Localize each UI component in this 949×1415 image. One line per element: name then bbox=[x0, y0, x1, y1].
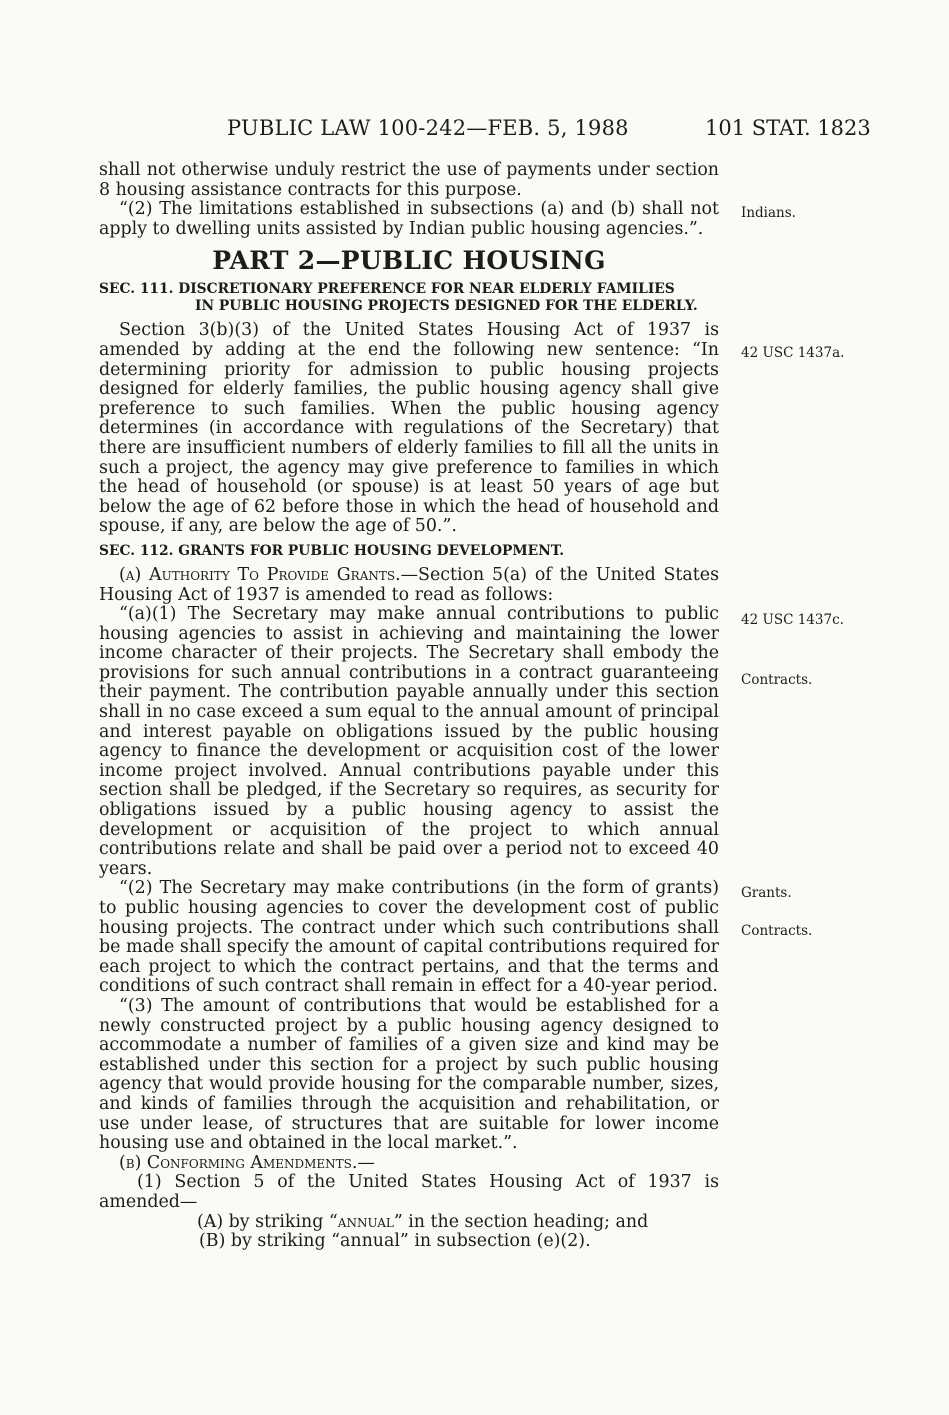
section-111-heading bbox=[99, 281, 719, 315]
paragraph-continuation: shall not otherwise unduly restrict the use of payments under section 8 housing assistance contracts for this purpose. bbox=[99, 160, 719, 200]
clause-bA bbox=[99, 1213, 719, 1233]
running-header-title: PUBLIC LAW 100-242—FEB. 5, 1988 bbox=[227, 116, 629, 140]
paragraph-a1: “(a)(1) The Secretary may make annual contributions to public housing agencies to assist in achieving and maintaining the lower income character of their projects. The Secretary shall embody the provisions for such annual contributions in a contract guaranteeing their payment. The contribution payable annually under this section shall in no case exceed a sum equal to the annual amount of principal and interest payable on obligations issued by the public housing agency to finance the development or acquisition cost of the lower income project involved. Annual contributions payable under this section shall be pledged, if the Secretary so requires, as security for obligations issued by a public housing agency to assist the development or acquisition of the project to which annual contributions relate and shall be paid over a period not to exceed 40 years. bbox=[99, 604, 719, 879]
margin-note-contracts: Contracts. bbox=[741, 672, 813, 688]
clause-bA-post: ” in the section heading; and bbox=[393, 1211, 649, 1232]
section-111-heading-line1: SEC. 111. DISCRETIONARY PREFERENCE FOR NEAR ELDERLY FAMILIES bbox=[99, 281, 675, 298]
subsection-a-label: (a) Authority To Provide Grants. bbox=[119, 564, 401, 585]
paragraph-limitations: “(2) The limitations established in subsections (a) and (b) shall not apply to dwelling units assisted by Indian public housing agencies.”. bbox=[99, 199, 719, 239]
margin-note-contracts-2: Contracts. bbox=[741, 923, 813, 939]
clause-bB: (B) by striking “annual” in subsection (e)(2). bbox=[199, 1231, 591, 1252]
clause-bA-pre: (A) by striking “ bbox=[197, 1211, 338, 1232]
margin-note-grants: Grants. bbox=[741, 885, 792, 901]
main-column bbox=[99, 161, 719, 1252]
subsection-a-text: —Section 5(a) of the United States Housing Act of 1937 is amended to read as follows: bbox=[99, 564, 719, 605]
section-111-heading-line2: IN PUBLIC HOUSING PROJECTS DESIGNED FOR THE ELDERLY. bbox=[195, 298, 698, 315]
part-heading: PART 2—PUBLIC HOUSING bbox=[212, 246, 606, 276]
paragraph-a3: “(3) The amount of contributions that would be established for a newly constructed project by a public housing agency designed to accommodate a number of families of a given size and kind may be established under this section for a project by such public housing agency that would provide housing for the comparable number, sizes, and kinds of families through the acquisition and rehabilitation, or use under lease, of structures that are suitable for lower income housing use and obtained in the local market.”. bbox=[99, 995, 719, 1154]
margin-note-usc-1437a: 42 USC 1437a. bbox=[741, 345, 845, 361]
clause-bA-word: annual bbox=[337, 1211, 394, 1232]
subsection-b-dash: — bbox=[357, 1152, 375, 1173]
subsection-a bbox=[99, 566, 719, 605]
margin-note-usc-1437c: 42 USC 1437c. bbox=[741, 612, 844, 628]
section-112-heading: SEC. 112. GRANTS FOR PUBLIC HOUSING DEVELOPMENT. bbox=[99, 542, 565, 559]
paragraph-a2: “(2) The Secretary may make contributions (in the form of grants) to public housing agencies to cover the development cost of public housing projects. The contract under which such contributions shall be made shall specify the amount of capital contributions required for each project to which the contract pertains, and that the terms and conditions of such contract shall remain in effect for a 40-year period. bbox=[99, 878, 719, 997]
subsection-b-label: (b) Conforming Amendments. bbox=[119, 1152, 358, 1173]
margin-note-indians: Indians. bbox=[741, 205, 796, 221]
running-header-page: 101 STAT. 1823 bbox=[705, 116, 871, 140]
section-111-text: Section 3(b)(3) of the United States Housing Act of 1937 is amended by adding at the end the following new sentence: “In determining priority for admission to public housing projects designed for elderly families, the public housing agency shall give preference to such families. When the public housing agency determines (in accordance with regulations of the Secretary) that there are insufficient numbers of elderly families to fill all the units in such a project, the agency may give preference to families in which the head of household (or spouse) is at least 50 years of age but below the age of 62 before those in which the head of household and spouse, if any, are below the age of 50.”. bbox=[99, 320, 719, 537]
paragraph-b1: (1) Section 5 of the United States Housing Act of 1937 is amended— bbox=[99, 1172, 719, 1212]
subsection-b bbox=[99, 1154, 719, 1174]
